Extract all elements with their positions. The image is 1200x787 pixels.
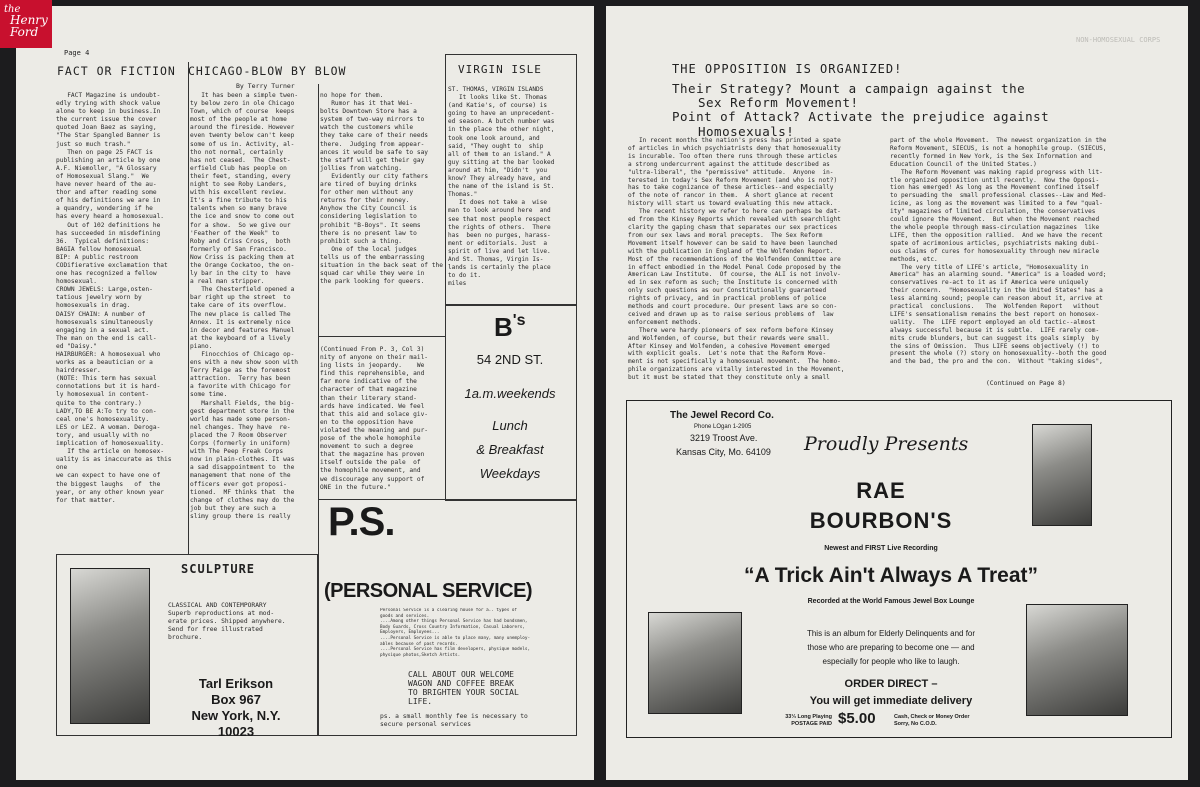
sculpture-body: CLASSICAL AND CONTEMPORARY Superb reproductions at mod- erate prices. Shipped anywhere. Send for free illustrated brochure. (168, 602, 286, 642)
fact-or-fiction-title: FACT OR FICTION (57, 64, 176, 78)
jewel-city: Kansas City, Mo. 64109 (676, 447, 771, 457)
jewel-phone: Phone LOgan 1-2905 (694, 424, 752, 430)
order-direct: ORDER DIRECT – (844, 678, 938, 690)
album-description-1: This is an album for Elderly Delinquents and for (806, 629, 976, 638)
rae-bourbon-photo-1 (1032, 424, 1092, 526)
no-cod: Sorry, No C.O.D. (894, 721, 937, 727)
rae-bourbon-photo-3 (1026, 604, 1128, 716)
chicago-title: CHICAGO-BLOW BY BLOW (188, 64, 347, 78)
sculpture-photo (70, 568, 150, 724)
column-rule (188, 62, 189, 554)
bleed-through-text: NON-HOMOSEXUAL CORPS (1076, 36, 1161, 44)
artist-line-1: RAE (856, 478, 906, 503)
opposition-column-2: part of the whole Movement. The newest organization in the Reform Movement, SIECUS, is not a homophile group. (SIECUS, recently formed in New York, is the Sex Information and Education Council of the United States.) The Reform Movement was making rapid progress with lit- tle organized opposition until recently. Now the Opposi- tion has emerged! As long as the Movement confined itself to persuading the small professional classes--Law and Med- icine, as long as the movement was limited to a few "qual- ity" magazines of limited circulation, the conservatives could ignore the Movement. But when the Movement reached the whole people through mass-circulation magazines like LIFE, then the opposition rallied. And we have the recent spate of acrimonious articles, psychiatrists making dubi- ous claims of cures for homosexuality through new miracle methods, etc. The very title of LIFE's article, "Homosexuality in America" has an alarming sound. "America" is a loaded word; conservatives re-act to it as if America were uniquely their concern. "Homosexuality in the United States" has a less alarming sound; people can reason about it, arrive at practical conclusions. The Wolfenden Report without LIFE's sensationalism remains the best report on homosex- uality. The LIFE report employed an old tactic--almost always successful because it is subtle. LIFE rarely com- mits crude blunders, but can suggest its goals simply by the sins of Omission. Thus LIFE seems objectively (!) to present the whole (?) story on homosexuality--both the good and the bad, the pro and the con. Without "taking sides", (890, 137, 1107, 366)
chicago-column-2: no hope for them. Rumor has it that Wei- bolts Downtown Store has a system of two-way mirrors to watch the customers while they take care of their needs there. Judging from appear- ances it would be safe to say the staff will get their gay jollies from watching. Evidently our city fathers are tired of buying drinks for other men without any returns for their money. Anyhow the City Council is considering legislation to prohibit "B-Boys". It seems there is no present law to prohibit such a thing. One of the local judges tells us of the embarrassing situation in the back seat of the squad car while they were in the park looking for queers. (320, 92, 443, 286)
right-page (606, 6, 1188, 780)
headline-3b: Homosexuals! (698, 124, 795, 139)
continued-from-p3: (Continued From P. 3, Col 3) nity of anyone on their mail- ing lists in jeopardy. We find this reprehensible, and far more indicative of the character of that magazine than their literary stand- ards have indicated. We feel that this aid and solace giv- en to the opposition have violated the meaning and pur- pose of the whole homophile movement to such a degree that the magazine has proven itself outside the pale of the homophile movement, and we discourage any support of ONE in the future." (320, 346, 429, 491)
virgin-isle-body: ST. THOMAS, VIRGIN ISLANDS It looks like St. Thomas (and Katie's, of course) is going to have an unprecedent- ed season. A butch number was in the place the other night, took one look around, and said, "They ought to ship all of them to an island." A guy sitting at the bar looked around at him, "Didn't you know? They already have, and the name of the island is St. Thomas." It does not take a wise man to look around here and see that most people respect the rights of others. There has been no purges, harass- ment or editorials. Just a spirit of live and let live. And St. Thomas, Virgin Is- lands is certainly the place to do it. miles (448, 86, 555, 288)
immediate-delivery: You will get immediate delivery (809, 695, 973, 707)
ps-fine-print: Personal Service is a clearing house for a.. types of goods and services. ....Among other things Personal Service has had bondsmen, Body Guards, Cross Country Information, Casual Laborers, Employers, Employees... ....Personal Service is able to place many, many unemploy- ables because of past records. ....Personal Service has film developers, physique models, physique photos,Sketch Artists. (380, 608, 531, 658)
headline-3a: Point of Attack? Activate the prejudice against (672, 109, 1050, 124)
payment-methods: Cash, Check or Money Order (894, 714, 970, 720)
sculpture-box: Box 967 (211, 692, 261, 707)
album-title: “A Trick Ain't Always A Treat” (743, 564, 1039, 587)
album-price: $5.00 (838, 710, 876, 727)
headline-1: THE OPPOSITION IS ORGANIZED! (672, 62, 903, 76)
sculpture-title: SCULPTURE (181, 562, 256, 576)
opposition-column-1: In recent months the nation's press has printed a spate of articles in which psychiatrists deny that homosexuality is incurable. Too often there runs through these articles a strong undercurrent against the attitude described as "ultra-liberal", the "permissive" attitude. Anyone in- terested in today's Sex Reform Movement (and who is not?) has to take cognizance of these articles--and especially of the note of rancor in them. A short glance at recent history will start us toward evaluating this new attack. The recent history we refer to here can perhaps be dat- ed from the Kinsey Reports which revealed with searchlight clarity the gaping chasm that separates our sex practices from our sex laws and moral precepts. The Sex Reform Movement itself however can be said to have been launched with the publication in England of the Wolfenden Report. Most of the recommendations of the Wolfenden Committee are in effect embodied in the Model Penal Code proposed by the American Law Institute. Of course, the ALI is not involv- ed in sex reform as such; the Institute is concerned with only such questions as our Constitutionally guaranteed rights of privacy, and in practical problems of police methods and court procedure. Our present laws are so con- ceived and drawn up as to raise serious problems of law enforcement methods. There were hardy pioneers of sex reform before Kinsey and Wolfenden, of course, but their rewards were small. After Kinsey and Wolfenden, a cohesive Movement emerged with explicit goals. Let's note that the Reform Move- ment is not specifically a homosexual movement. The homo- phile organizations are vitally interested in the Movement, but it must be stated that they constitute only a small (628, 137, 845, 382)
album-description-3: especially for people who like to laugh. (822, 657, 960, 666)
jewel-street: 3219 Troost Ave. (690, 433, 758, 443)
rae-bourbon-photo-2 (648, 612, 742, 714)
jewel-company: The Jewel Record Co. (670, 410, 774, 421)
sculpture-zip: 10023 (217, 724, 255, 739)
left-page (16, 6, 594, 780)
ps-logo: P.S. (328, 500, 395, 544)
chicago-column-1: It has been a simple twen- ty below zero in ole Chicago Town, which of course keeps most of the people at home around the fireside. However even twenty below can't keep some of us in. Activity, al- tho not normal, certainly has not ceased. The Chest- erfield Club has people on their feet, standing, every night to see Roby Landers, with his excellent review. It's a fine tribute to his talents when so many brave the ice and snow to come out for a show. So we give our 'Feather of the Week" to Roby and Criss Cross, both formerly of San Francisco. Now Criss is packing them at the Orange Cockatoo, the on- ly bar in the city to have a real man stripper. The Chesterfield opened a bar right up the street to take care of its overflow. The new place is called The Annex. It is extremely nice in decor and features Manuel at the keyboard of a lively piano. Finocchios of Chicago op- ens with a new show soon with Terry Paige as the foremost attraction. Terry has been a favorite with Chicago for some time. Marshall Fields, the big- gest department store in the world has made some person- nel changes. They have re- placed the 7 Room Observer Corps (formerly in uniform) with The Peep Freak Corps now in plain-clothes. It was a sad disappointment to the management that none of the officers ever got proposi- tioned. MF thinks that the change of clothes may do the job but they are such a slimy group there is really (190, 92, 299, 520)
page-number: Page 4 (64, 49, 90, 57)
fact-or-fiction-body: FACT Magazine is undoubt- edly trying with shock value alone to keep in business.In the current issue the cover quoted Joan Baez as saying, "The Star Spangled Banner is just so much trash." Then on page 25 FACT is publishing an article by one A.F. Niemoller, "A Glossary of Homosexual Slang." We have never heard of the au- thor and after reading some of his definitions we are in a quandry, wondering if he has every heard a homosexual. Out of 102 definitions he has succeeded in misdefining 36. Typical definitions: BAGIA fellow homosexual BIP: A public restroom CODifierative exclamation that one has recognized a fellow homosexual. CROWN JEWELS: Large,osten- tatious jewelry worn by homosexuals in drag. DAISY CHAIN: A number of homosexuals simultaneously engaging in a sexual act. The man on the end is call- ed "Daisy." HAIRBURGER: A homosexual who works as a beautician or a hairdresser. (NOTE: This term has sexual connotations but it is hard- ly homosexual in content- quite to the contrary.) LADY,TO BE A:To try to con- ceal one's homosexuality. LES or LEZ. A woman. Deroga- tory, and usually with no implication of homosexuality. If the article on homosex- uality is as inaccurate as this one we can expect to have one of the biggest laughs of the year, or any other known year for that matter. (56, 92, 172, 504)
headline-2a: Their Strategy? Mount a campaign against the (672, 81, 1026, 96)
bs-address: 54 2ND ST. (476, 352, 544, 367)
bs-weekdays: Weekdays (479, 466, 541, 481)
bs-lunch: Lunch (492, 418, 528, 433)
henry-ford-logo: the Henry Ford (0, 0, 52, 48)
virgin-isle-title: VIRGIN ISLE (458, 63, 542, 76)
bs-breakfast: & Breakfast (476, 442, 544, 457)
bs-name: $B^{'s}$ (494, 312, 526, 342)
ps-call-about: CALL ABOUT OUR WELCOME WAGON AND COFFEE BREAK TO BRIGHTEN YOUR SOCIAL LIFE. (408, 670, 519, 706)
chicago-byline: By Terry Turner (236, 82, 295, 90)
continued-on-page-8: (Continued on Page 8) (986, 380, 1066, 387)
headline-2b: Sex Reform Movement! (698, 95, 859, 110)
ps-fee-note: ps. a small monthly fee is necessary to secure personal services (380, 713, 528, 728)
sculpture-city: New York, N.Y. (191, 708, 281, 723)
proudly-presents: Proudly Presents (804, 433, 969, 455)
album-description-2: those who are preparing to become one — and (807, 643, 975, 652)
sculpture-name: Tarl Erikson (198, 676, 274, 691)
column-rule (318, 84, 319, 554)
artist-line-2: BOURBON'S (809, 508, 953, 533)
postage-paid: POSTAGE PAID (791, 721, 832, 727)
ps-title: (PERSONAL SERVICE) (324, 580, 533, 602)
newest-recording: Newest and FIRST Live Recording (824, 545, 938, 552)
long-playing: 33⅓ Long Playing (785, 714, 832, 720)
recorded-at: Recorded at the World Famous Jewel Box Lounge (807, 598, 975, 605)
section-rule (318, 336, 446, 337)
bs-hours: 1a.m.weekends (464, 386, 556, 401)
